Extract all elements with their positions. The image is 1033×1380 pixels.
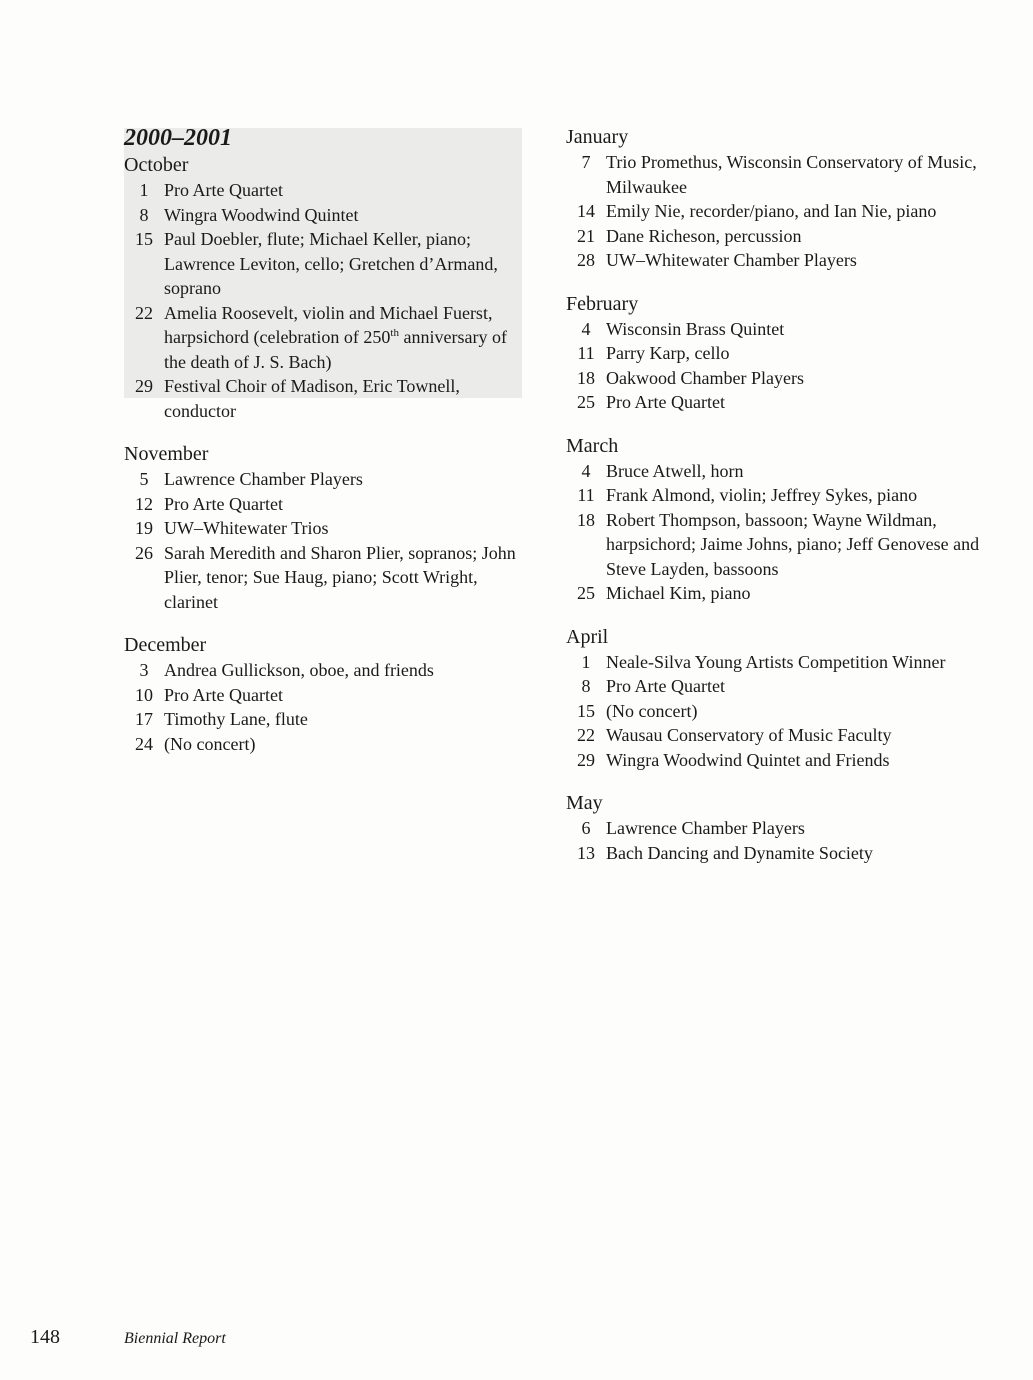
concert-day: 26	[135, 542, 153, 563]
concert-entry	[124, 492, 524, 517]
concert-day: 22	[577, 725, 595, 745]
concert-entry	[566, 341, 986, 366]
concert-entry	[566, 748, 986, 773]
concert-entry	[566, 366, 986, 391]
concert-description: Timothy Lane, flute	[164, 709, 308, 729]
right-column	[566, 124, 986, 865]
concert-description: Wisconsin Brass Quintet	[606, 318, 785, 339]
concert-entry	[566, 581, 986, 606]
concert-description: Wausau Conservatory of Music Faculty	[606, 725, 892, 745]
concert-day: 18	[577, 367, 595, 388]
concert-description: Sarah Meredith and Sharon Plier, sopranos; John Plier, tenor; Sue Haug, piano; Scott Wright, clarinet	[164, 542, 516, 612]
concert-description: Bach Dancing and Dynamite Society	[606, 842, 873, 863]
month-heading: January	[566, 126, 629, 148]
concert-description: Pro Arte Quartet	[606, 676, 725, 696]
concert-day: 6	[581, 818, 591, 838]
concert-description: Pro Arte Quartet	[164, 684, 283, 705]
concert-entry	[566, 723, 986, 748]
concert-day: 24	[135, 733, 153, 754]
concert-entry	[566, 199, 986, 224]
month-heading: November	[124, 443, 209, 465]
concert-description: Paul Doebler, flute; Michael Keller, piano; Lawrence Leviton, cello; Gretchen d’Armand, soprano	[164, 229, 498, 298]
concert-day: 19	[135, 518, 153, 538]
concert-entry	[124, 178, 524, 203]
concert-description: (No concert)	[164, 733, 256, 754]
month-heading: April	[566, 625, 609, 648]
season-heading: 2000–2001	[124, 125, 232, 151]
concert-entry	[566, 650, 986, 675]
concert-description: Andrea Gullickson, oboe, and friends	[164, 660, 434, 680]
month-heading: February	[566, 292, 639, 315]
concert-entry	[566, 459, 986, 484]
concert-day: 8	[139, 204, 149, 225]
concert-description: Oakwood Chamber Players	[606, 367, 804, 388]
description-text: anniversary of the death of J. S. Bach)	[164, 327, 507, 372]
concert-entry	[124, 374, 524, 423]
ordinal-superscript: th	[390, 327, 399, 339]
month-heading: March	[566, 434, 619, 457]
concert-day: 22	[135, 302, 153, 323]
concert-entry	[566, 508, 986, 582]
concert-entry	[124, 203, 524, 228]
concert-day: 1	[139, 180, 149, 200]
concert-day: 25	[577, 583, 595, 603]
concert-day: 7	[581, 152, 591, 172]
concert-day: 10	[135, 684, 153, 705]
concert-entry	[566, 483, 986, 508]
concert-description: Emily Nie, recorder/piano, and Ian Nie, piano	[606, 201, 937, 221]
concert-entry	[566, 699, 986, 724]
concert-day: 4	[581, 318, 591, 339]
left-column	[124, 124, 524, 756]
concert-day: 15	[577, 700, 595, 721]
concert-entry	[124, 467, 524, 492]
concert-description	[164, 301, 524, 375]
concert-entry	[566, 390, 986, 415]
description-text: Amelia Roosevelt, violin and Michael Fuerst, harpsichord (celebration of 250	[164, 302, 493, 347]
concert-description: (No concert)	[606, 700, 698, 721]
concert-description: Bruce Atwell, horn	[606, 460, 744, 481]
concert-day: 13	[577, 842, 595, 863]
concert-entry	[124, 683, 524, 708]
concert-description: Pro Arte Quartet	[164, 493, 283, 514]
concert-entry	[124, 301, 524, 375]
concert-day: 25	[577, 392, 595, 412]
concert-description: Pro Arte Quartet	[164, 180, 283, 200]
concert-description: Pro Arte Quartet	[606, 392, 725, 412]
left-month-list	[124, 152, 524, 756]
concert-entry	[124, 516, 524, 541]
concert-day: 29	[135, 376, 153, 396]
concert-day: 29	[577, 749, 595, 770]
concert-day: 8	[581, 676, 591, 696]
concert-day: 15	[135, 229, 153, 249]
concert-entry	[124, 707, 524, 732]
month-heading: May	[566, 792, 603, 814]
concert-description: Neale-Silva Young Artists Competition Winner	[606, 651, 946, 672]
concert-description: UW–Whitewater Chamber Players	[606, 250, 857, 270]
concert-description: Frank Almond, violin; Jeffrey Sykes, piano	[606, 485, 918, 505]
concert-entry	[124, 732, 524, 757]
footer-title: Biennial Report	[124, 1330, 226, 1347]
concert-day: 14	[577, 201, 595, 221]
month-heading: December	[124, 634, 207, 656]
concert-day: 1	[581, 651, 591, 672]
concert-day: 21	[577, 225, 595, 246]
concert-day: 11	[577, 343, 595, 363]
concert-entry	[566, 317, 986, 342]
concert-entry	[566, 150, 986, 199]
concert-day: 4	[581, 460, 591, 481]
concert-day: 5	[139, 469, 149, 489]
concert-entry	[566, 224, 986, 249]
concert-entry	[124, 658, 524, 683]
concert-description: Parry Karp, cello	[606, 343, 730, 363]
concert-description: Trio Promethus, Wisconsin Conservatory of Music, Milwaukee	[606, 152, 977, 197]
concert-day: 28	[577, 250, 595, 270]
concert-description: Dane Richeson, percussion	[606, 225, 802, 246]
concert-description: Wingra Woodwind Quintet and Friends	[606, 749, 890, 770]
page-number: 148	[30, 1326, 60, 1348]
concert-day: 12	[135, 493, 153, 514]
concert-description: Lawrence Chamber Players	[606, 818, 805, 838]
concert-description: Wingra Woodwind Quintet	[164, 204, 359, 225]
concert-day: 17	[135, 709, 153, 729]
concert-description: Robert Thompson, bassoon; Wayne Wildman, harpsichord; Jaime Johns, piano; Jeff Genovese and Steve Layden, bassoons	[606, 509, 980, 579]
concert-day: 18	[577, 509, 595, 530]
concert-day: 3	[139, 660, 149, 680]
concert-description: Michael Kim, piano	[606, 583, 751, 603]
concert-entry	[566, 816, 986, 841]
concert-entry	[124, 227, 524, 301]
concert-description: Lawrence Chamber Players	[164, 469, 363, 489]
month-heading: October	[124, 154, 189, 176]
concert-entry	[566, 248, 986, 273]
concert-description: UW–Whitewater Trios	[164, 518, 329, 538]
concert-entry	[566, 841, 986, 866]
concert-day: 11	[577, 485, 595, 505]
right-month-list	[566, 124, 986, 865]
concert-description: Festival Choir of Madison, Eric Townell, conductor	[164, 376, 460, 421]
concert-entry	[124, 541, 524, 615]
concert-entry	[566, 674, 986, 699]
